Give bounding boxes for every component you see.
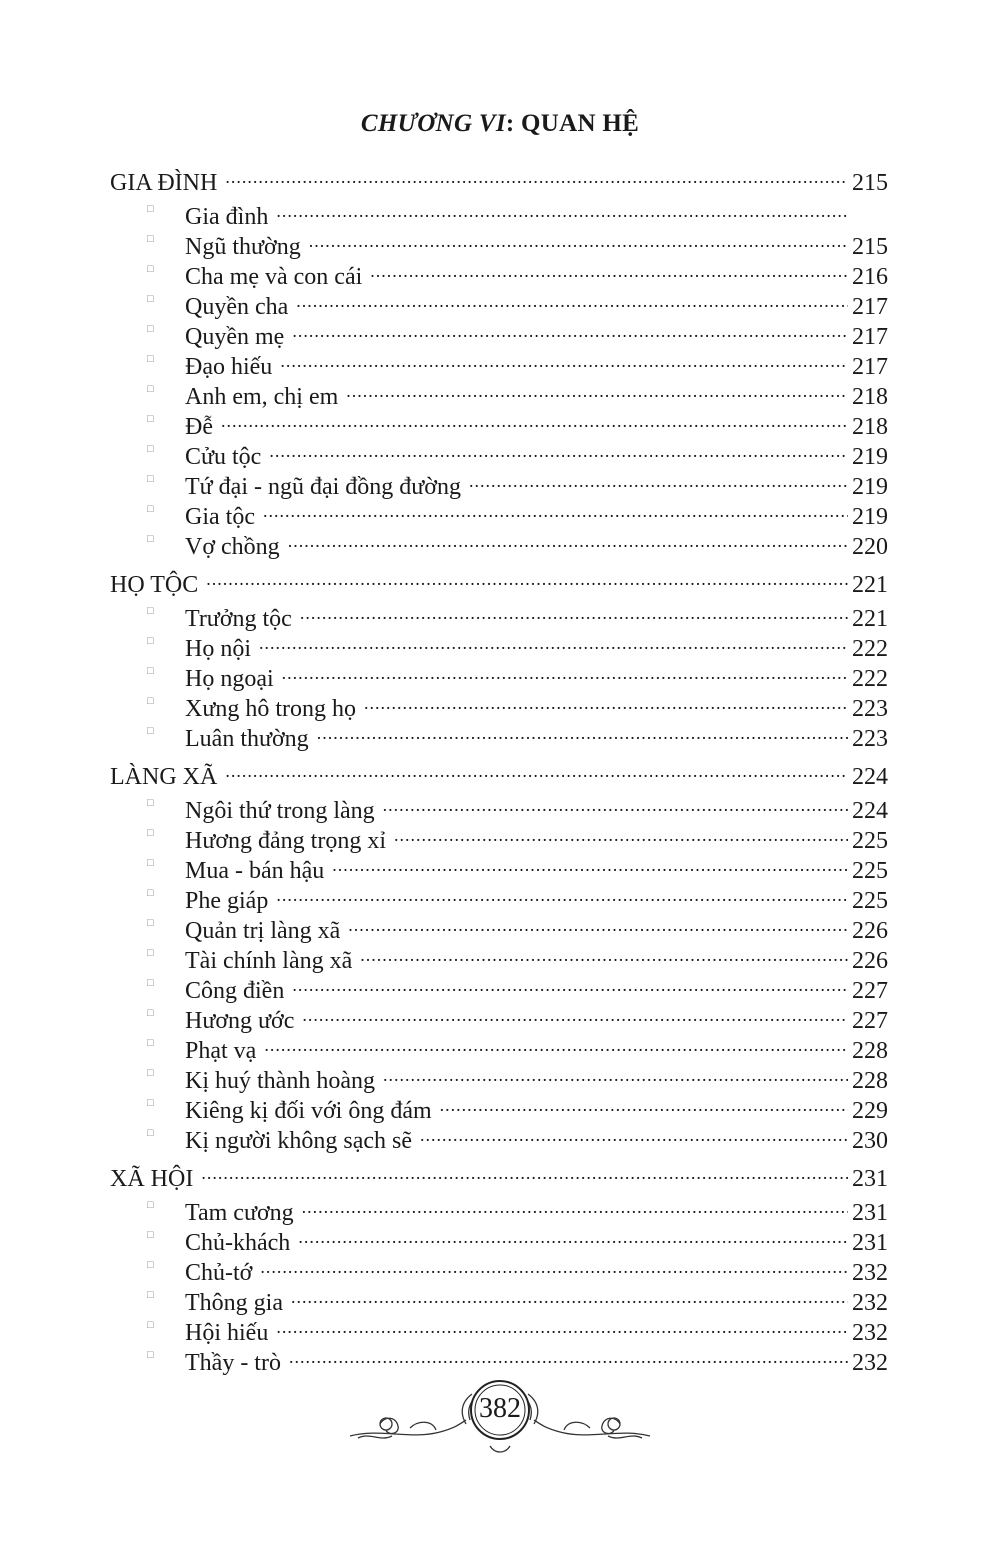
toc-entry [110, 494, 888, 530]
dot-leader [302, 1190, 848, 1220]
entry-page-number: 219 [852, 444, 888, 470]
dot-leader [346, 374, 848, 404]
bullet-square-icon: □ [147, 887, 154, 899]
entry-label: Kiêng kị đối với ông đám [185, 1098, 432, 1124]
entry-label: Quyền mẹ [185, 324, 285, 350]
section-heading-label: XÃ HỘI [110, 1166, 194, 1192]
bullet-square-icon: □ [147, 1067, 154, 1079]
chapter-title [0, 110, 1000, 138]
entry-label: Hương ước [185, 1008, 295, 1034]
dot-leader [280, 344, 848, 374]
bullet-square-icon: □ [147, 947, 154, 959]
section-heading-label: LÀNG XÃ [110, 764, 218, 790]
entry-label: Cửu tộc [185, 444, 262, 470]
entry-page-number: 225 [852, 858, 888, 884]
entry-label: Quản trị làng xã [185, 918, 341, 944]
toc-entry [110, 1220, 888, 1256]
dot-leader [282, 656, 848, 686]
entry-page-number: 222 [852, 666, 888, 692]
chapter-title-italic: CHƯƠNG VI [360, 110, 506, 137]
entry-label: Trưởng tộc [185, 606, 292, 632]
bullet-square-icon: □ [147, 1199, 154, 1211]
entry-label: Chủ-khách [185, 1230, 291, 1256]
dot-leader [469, 464, 848, 494]
dot-leader [289, 1340, 848, 1370]
entry-page-number: 228 [852, 1068, 888, 1094]
entry-page-number: 225 [852, 828, 888, 854]
bullet-square-icon: □ [147, 665, 154, 677]
entry-page-number: 229 [852, 1098, 888, 1124]
page-number: 382 [479, 1393, 521, 1424]
bullet-square-icon: □ [147, 293, 154, 305]
toc-entry [110, 464, 888, 500]
bullet-square-icon: □ [147, 605, 154, 617]
dot-leader [225, 160, 848, 190]
entry-page-number: 232 [852, 1290, 888, 1316]
toc-entry [110, 908, 888, 944]
bullet-square-icon: □ [147, 233, 154, 245]
toc-entry [110, 1310, 888, 1346]
dot-leader [288, 524, 848, 554]
toc-entry [110, 596, 888, 632]
dot-leader [302, 998, 848, 1028]
entry-page-number: 217 [852, 294, 888, 320]
dot-leader [291, 1280, 848, 1310]
bullet-square-icon: □ [147, 797, 154, 809]
bullet-square-icon: □ [147, 1349, 154, 1361]
entry-label: Kị người không sạch sẽ [185, 1128, 413, 1154]
entry-label: Hội hiếu [185, 1320, 269, 1346]
toc-entry [110, 716, 888, 752]
bullet-square-icon: □ [147, 857, 154, 869]
entry-label: Phạt vạ [185, 1038, 257, 1064]
entry-page-number: 215 [852, 234, 888, 260]
entry-page-number: 218 [852, 414, 888, 440]
dot-leader [269, 434, 848, 464]
bullet-square-icon: □ [147, 413, 154, 425]
entry-label: Thầy - trò [185, 1350, 281, 1376]
toc-entry [110, 656, 888, 692]
dot-leader [383, 788, 848, 818]
entry-label: Anh em, chị em [185, 384, 339, 410]
toc-entry [110, 878, 888, 914]
toc-section-heading [110, 1156, 888, 1190]
toc-section [110, 160, 888, 560]
dot-leader [276, 1310, 848, 1340]
toc-section-heading [110, 160, 888, 194]
dot-leader [332, 848, 848, 878]
dot-leader [296, 284, 848, 314]
entry-page-number: 226 [852, 918, 888, 944]
dot-leader [276, 878, 848, 908]
toc-entry [110, 626, 888, 662]
entry-label: Tứ đại - ngũ đại đồng đường [185, 474, 461, 500]
toc-entry [110, 1118, 888, 1154]
dot-leader [221, 404, 848, 434]
entry-label: Công điền [185, 978, 285, 1004]
chapter-title-rest: : QUAN HỆ [505, 110, 640, 137]
bullet-square-icon: □ [147, 503, 154, 515]
toc-entry [110, 374, 888, 410]
entry-label: Ngũ thường [185, 234, 301, 260]
toc-section-heading [110, 754, 888, 788]
toc-entry [110, 224, 888, 260]
entry-label: Tài chính làng xã [185, 948, 353, 974]
toc-entry [110, 344, 888, 380]
bullet-square-icon: □ [147, 383, 154, 395]
bullet-square-icon: □ [147, 1319, 154, 1331]
entry-label: Xưng hô trong họ [185, 696, 356, 722]
bullet-square-icon: □ [147, 827, 154, 839]
toc-entry [110, 434, 888, 470]
dot-leader [317, 716, 848, 746]
dot-leader [360, 938, 848, 968]
toc-entry [110, 788, 888, 824]
dot-leader [264, 1028, 848, 1058]
dot-leader [370, 254, 848, 284]
toc-entry [110, 284, 888, 320]
bullet-square-icon: □ [147, 203, 154, 215]
dot-leader [206, 562, 848, 592]
toc-entry [110, 314, 888, 350]
bullet-square-icon: □ [147, 977, 154, 989]
bullet-square-icon: □ [147, 917, 154, 929]
entry-page-number: 218 [852, 384, 888, 410]
bullet-square-icon: □ [147, 533, 154, 545]
entry-page-number: 227 [852, 1008, 888, 1034]
entry-label: Chủ-tớ [185, 1260, 253, 1286]
entry-page-number: 223 [852, 726, 888, 752]
dot-leader [440, 1088, 848, 1118]
entry-page-number: 221 [852, 606, 888, 632]
entry-label: Đễ [185, 414, 213, 440]
toc-entry [110, 998, 888, 1034]
toc-section-heading [110, 562, 888, 596]
section-page-number: 231 [852, 1166, 888, 1192]
toc-entry [110, 968, 888, 1004]
entry-page-number: 219 [852, 474, 888, 500]
entry-label: Kị huý thành hoàng [185, 1068, 375, 1094]
table-of-contents [110, 160, 888, 1378]
entry-label: Cha mẹ và con cái [185, 264, 363, 290]
bullet-square-icon: □ [147, 1007, 154, 1019]
toc-entry [110, 1088, 888, 1124]
entry-page-number: 217 [852, 324, 888, 350]
bullet-square-icon: □ [147, 695, 154, 707]
entry-label: Gia đình [185, 204, 269, 230]
entry-label: Đạo hiếu [185, 354, 273, 380]
toc-entry [110, 818, 888, 854]
toc-entry [110, 848, 888, 884]
toc-entry [110, 1028, 888, 1064]
dot-leader [383, 1058, 848, 1088]
dot-leader [420, 1118, 848, 1148]
entry-label: Hương đảng trọng xỉ [185, 828, 387, 854]
entry-page-number: 217 [852, 354, 888, 380]
entry-page-number: 222 [852, 636, 888, 662]
entry-page-number: 228 [852, 1038, 888, 1064]
toc-entry [110, 1280, 888, 1316]
toc-entry [110, 194, 888, 230]
section-page-number: 224 [852, 764, 888, 790]
toc-section [110, 754, 888, 1154]
entry-page-number: 232 [852, 1350, 888, 1376]
dot-leader [298, 1220, 848, 1250]
entry-page-number: 219 [852, 504, 888, 530]
entry-page-number: 224 [852, 798, 888, 824]
entry-page-number: 231 [852, 1200, 888, 1226]
toc-entry [110, 1190, 888, 1226]
section-heading-label: GIA ĐÌNH [110, 170, 218, 196]
dot-leader [263, 494, 848, 524]
bullet-square-icon: □ [147, 1289, 154, 1301]
dot-leader [259, 626, 848, 656]
entry-label: Tam cương [185, 1200, 294, 1226]
toc-entry [110, 524, 888, 560]
bullet-square-icon: □ [147, 1259, 154, 1271]
bullet-square-icon: □ [147, 725, 154, 737]
dot-leader [260, 1250, 848, 1280]
bullet-square-icon: □ [147, 473, 154, 485]
dot-leader [276, 194, 848, 224]
entry-label: Ngôi thứ trong làng [185, 798, 375, 824]
entry-page-number: 232 [852, 1320, 888, 1346]
bullet-square-icon: □ [147, 263, 154, 275]
dot-leader [201, 1156, 848, 1186]
entry-page-number: 220 [852, 534, 888, 560]
entry-page-number: 230 [852, 1128, 888, 1154]
entry-page-number: 227 [852, 978, 888, 1004]
entry-page-number: 223 [852, 696, 888, 722]
toc-entry [110, 1340, 888, 1376]
entry-label: Phe giáp [185, 888, 269, 914]
dot-leader [225, 754, 848, 784]
entry-page-number: 225 [852, 888, 888, 914]
dot-leader [292, 968, 848, 998]
bullet-square-icon: □ [147, 443, 154, 455]
toc-entry [110, 938, 888, 974]
bullet-square-icon: □ [147, 635, 154, 647]
entry-label: Luân thường [185, 726, 309, 752]
dot-leader [309, 224, 848, 254]
toc-entry [110, 404, 888, 440]
dot-leader [364, 686, 848, 716]
bullet-square-icon: □ [147, 1097, 154, 1109]
entry-label: Quyền cha [185, 294, 289, 320]
dot-leader [300, 596, 848, 626]
entry-label: Họ ngoại [185, 666, 274, 692]
entry-label: Vợ chồng [185, 534, 280, 560]
bullet-square-icon: □ [147, 1127, 154, 1139]
dot-leader [394, 818, 848, 848]
bullet-square-icon: □ [147, 353, 154, 365]
entry-page-number: 232 [852, 1260, 888, 1286]
page-footer-ornament [340, 1380, 660, 1460]
entry-page-number: 226 [852, 948, 888, 974]
toc-entry [110, 1058, 888, 1094]
dot-leader [348, 908, 848, 938]
toc-section [110, 1156, 888, 1376]
toc-entry [110, 1250, 888, 1286]
entry-label: Gia tộc [185, 504, 255, 530]
toc-entry [110, 254, 888, 290]
entry-label: Mua - bán hậu [185, 858, 325, 884]
section-page-number: 221 [852, 572, 888, 598]
bullet-square-icon: □ [147, 1229, 154, 1241]
toc-section [110, 562, 888, 752]
section-page-number: 215 [852, 170, 888, 196]
entry-label: Thông gia [185, 1290, 283, 1316]
bullet-square-icon: □ [147, 323, 154, 335]
toc-entry [110, 686, 888, 722]
entry-label: Họ nội [185, 636, 251, 662]
bullet-square-icon: □ [147, 1037, 154, 1049]
entry-page-number: 231 [852, 1230, 888, 1256]
dot-leader [292, 314, 848, 344]
section-heading-label: HỌ TỘC [110, 572, 199, 598]
entry-page-number: 216 [852, 264, 888, 290]
